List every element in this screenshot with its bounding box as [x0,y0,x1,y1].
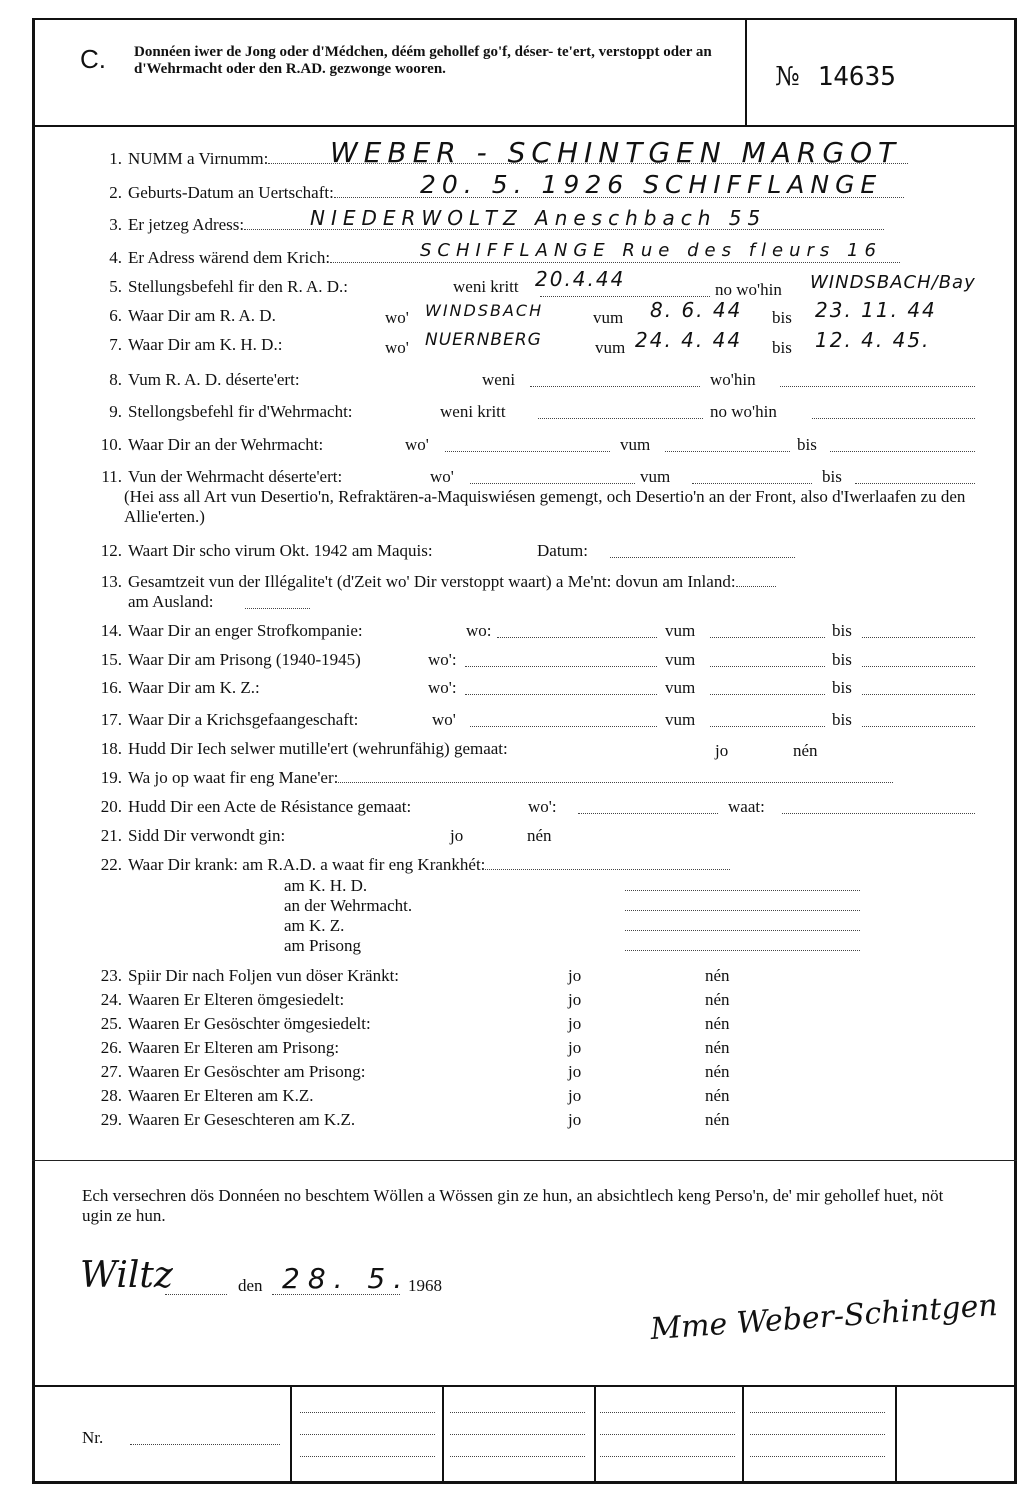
certification-text: Ech versechren dös Donnéen no beschtem Wöllen a Wössen gin ze hun, an absichtlech keng Perso'n, de' mir gehollef huet, nöt ugin ze hun. [82,1186,944,1225]
war-address-value: SCHIFFLANGE Rue des fleurs 16 [420,240,882,261]
row-24: 24. Waaren Er Elteren ömgesiedelt: [100,990,345,1009]
row-9: 9. Stellongsbefehl fir d'Wehrmacht: [109,402,353,421]
nr-grid-col-3 [594,1385,596,1484]
row-29: 29. Waaren Er Geseschteren am K.Z. [100,1110,356,1129]
row-13: 13. Gesamtzeit vun der Illégalite't (d'Zeit wo' Dir verstoppt waart) a Me'nt: dovun am Inland: [82,572,776,592]
nr-grid-col-5 [895,1385,897,1484]
rad-place: WINDSBACH [425,301,544,320]
row-26: 26. Waaren Er Elteren am Prisong: [100,1038,340,1057]
certification-divider [32,1160,1017,1161]
row-22: 22. Waar Dir krank: am R.A.D. a waat fir eng Krankhét: [82,855,730,875]
nr-label: Nr. [82,1428,104,1447]
row-14: 14. Waar Dir an enger Strofkompanie: [100,621,363,640]
date-value: 28. 5. [282,1262,411,1295]
den-label: den [238,1276,263,1295]
row-18: 18. Hudd Dir Iech selwer mutille'ert (wehrunfähig) gemaat: [100,739,508,758]
header-title: Donnéen iwer de Jong oder d'Médchen, déém gehollef go'f, déser- te'ert, verstoppt oder an d'Wehrmacht oder den R.AD. gezwonge wooren. [134,44,712,77]
address-value: NIEDERWOLTZ Aneschbach 55 [310,206,767,230]
form-number-value: 14635 [817,62,896,92]
row-17: 17. Waar Dir a Krichsgefaangeschaft: [100,710,359,729]
row-21: 21. Sidd Dir verwondt gin: [100,826,286,845]
row-11: 11. Vun der Wehrmacht déserte'ert: [101,467,343,486]
rad-to: 23. 11. 44 [815,298,937,322]
nr-grid-col-2 [442,1385,444,1484]
rad-from: 8. 6. 44 [650,298,743,322]
row-6: 6. Waar Dir am R. A. D. [109,306,276,325]
row-8: 8. Vum R. A. D. déserte'ert: [109,370,300,389]
row-5: 5. Stellungsbefehl fir den R. A. D.: [109,277,349,296]
row-15: 15. Waar Dir am Prisong (1940-1945) [100,650,361,669]
row-7: 7. Waar Dir am K. H. D.: [109,335,283,354]
row-28: 28. Waaren Er Elteren am K.Z. [100,1086,314,1105]
row-11-note: (Hei ass all Art vun Desertio'n, Refraktären-a-Maquiswiésen gemengt, och Desertio'n an der Front, also d'Iwerlaafen zu den Allie'erten.) [124,487,966,526]
signature: Mme Weber-Schintgen [649,1287,999,1348]
row-27: 27. Waaren Er Gesöschter am Prisong: [100,1062,366,1081]
row-4: 4. Er Adress wärend dem Krich: [82,248,900,268]
year-value: 1968 [408,1276,442,1295]
section-letter: C. [80,44,106,74]
place-value: Wiltz [80,1255,173,1296]
row-23: 23. Spiir Dir nach Foljen vun döser Kränkt: [100,966,400,985]
khd-to: 12. 4. 45. [815,328,931,352]
row-10: 10. Waar Dir an der Wehrmacht: [100,435,324,454]
number-sign: № [775,62,800,92]
number-box-divider [745,18,747,125]
form-number [775,62,896,92]
row-1: 1. NUMM a Virnumm: [82,149,908,169]
row-3: 3. Er jetzeg Adress: [82,215,884,235]
row-2: 2. Geburts-Datum an Uertschaft: [82,183,904,203]
nr-grid-top [32,1385,1017,1387]
rad-order-date: 20.4.44 [535,267,626,291]
nr-grid-col-1 [290,1385,292,1484]
khd-from: 24. 4. 44 [635,328,743,352]
row-20: 20. Hudd Dir een Acte de Résistance gemaat: [100,797,412,816]
row-12: 12. Waart Dir scho virum Okt. 1942 am Maquis: [100,541,433,560]
row-19: 19. Wa jo op waat fir eng Mane'er: [82,768,893,788]
khd-place: NUERNBERG [425,330,542,350]
nr-grid-col-4 [742,1385,744,1484]
rad-destination: WINDSBACH/Bay [810,272,976,293]
header-divider [32,125,1017,127]
row-25: 25. Waaren Er Gesöschter ömgesiedelt: [100,1014,371,1033]
birth-value: 20. 5. 1926 SCHIFFLANGE [420,170,883,199]
row-16: 16. Waar Dir am K. Z.: [100,678,260,697]
name-value: WEBER - SCHINTGEN MARGOT [330,136,902,169]
